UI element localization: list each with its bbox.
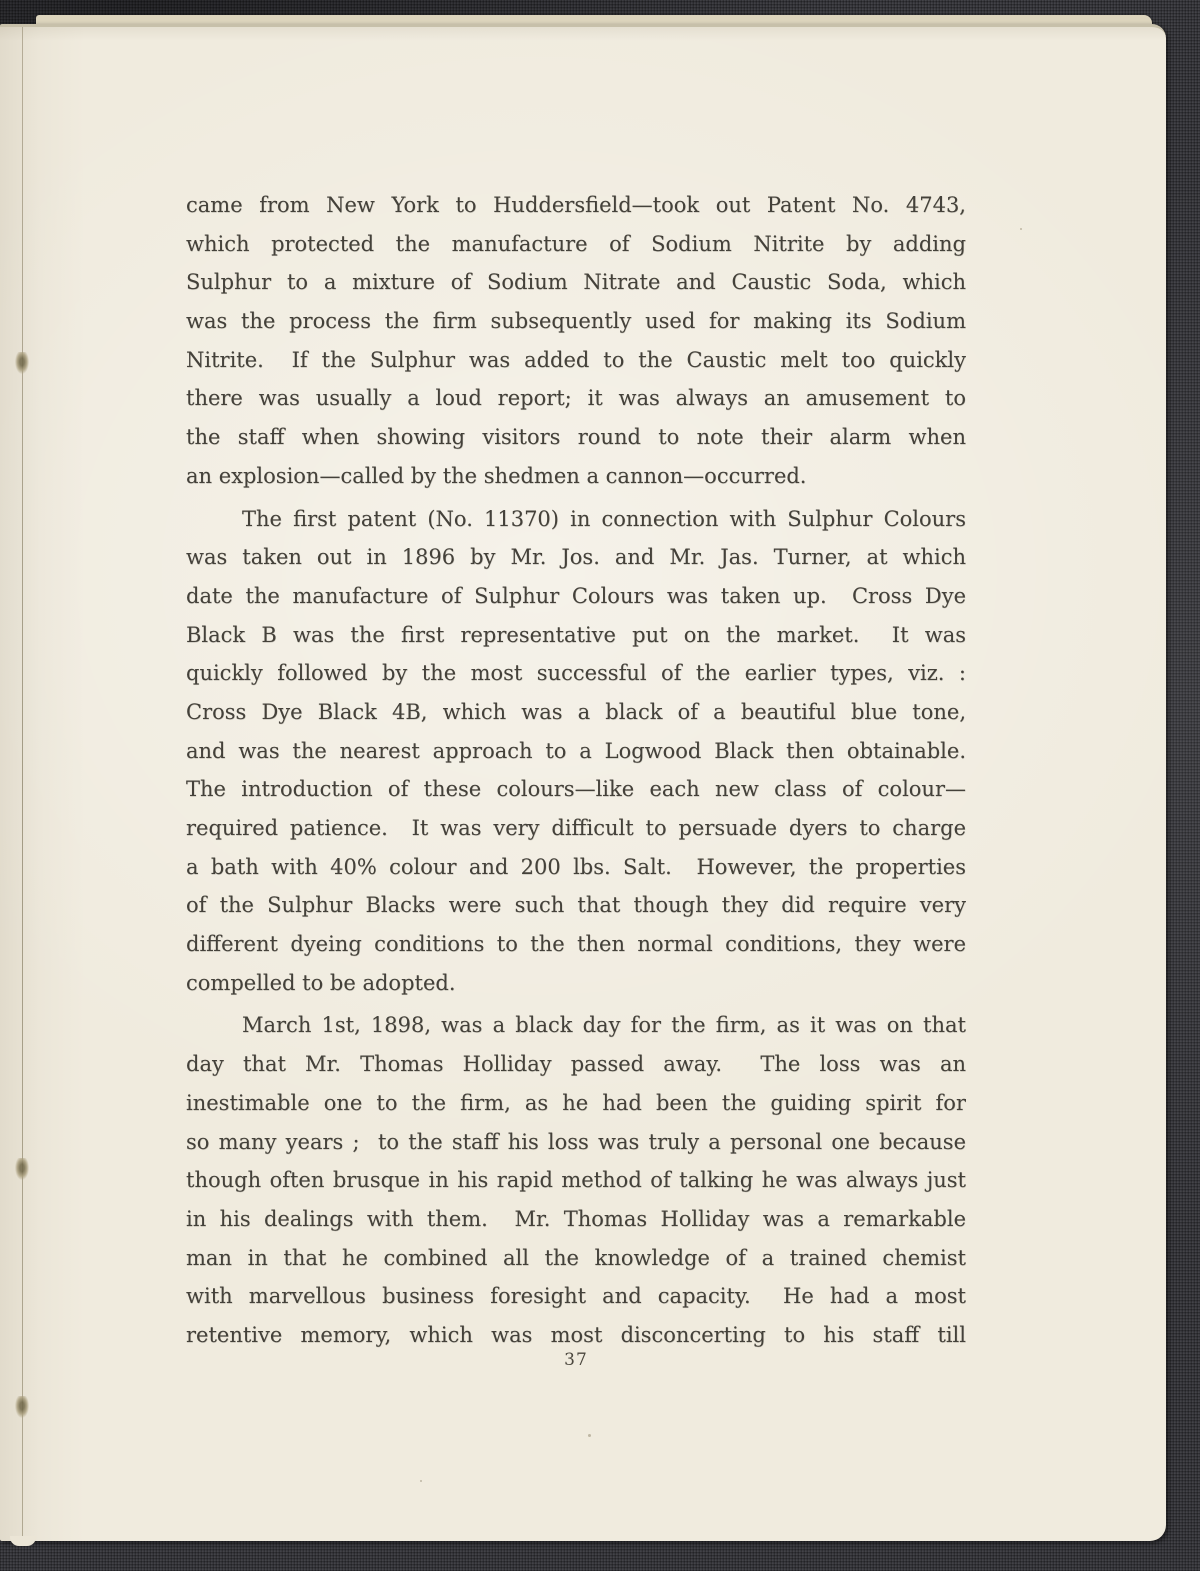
page-text xyxy=(186,186,966,1355)
text-line: inestimable one to the firm, as he had been the guiding spirit for xyxy=(186,1090,966,1115)
text-line: day that Mr. Thomas Holliday passed away. The loss was an xyxy=(186,1052,966,1077)
text-line: compelled to be adopted. xyxy=(186,970,456,995)
paper-speck xyxy=(588,1434,591,1437)
text-line: was the process the firm subsequently used for making its Sodium xyxy=(186,309,966,334)
text-line: there was usually a loud report; it was always an amusement to xyxy=(186,386,966,411)
text-line: so many years ; to the staff his loss was truly a personal one because xyxy=(186,1129,966,1154)
text-line: with marvellous business foresight and capacity. He had a most xyxy=(186,1284,966,1309)
text-line: Sulphur to a mixture of Sodium Nitrate and Caustic Soda, which xyxy=(186,270,966,295)
text-line: and was the nearest approach to a Logwood Black then obtainable. xyxy=(186,738,966,763)
text-line: required patience. It was very difficult to persuade dyers to charge xyxy=(186,816,966,840)
text-line: in his dealings with them. Mr. Thomas Holliday was a remarkable xyxy=(186,1206,966,1231)
text-line: of the Sulphur Blacks were such that though they did require very xyxy=(186,893,966,918)
paper-speck xyxy=(1020,228,1022,230)
text-line: March 1st, 1898, was a black day for the firm, as it was on that xyxy=(242,1013,966,1038)
thread-knot xyxy=(15,352,29,374)
text-line: Black B was the first representative put on the market. It was xyxy=(186,622,966,647)
text-line: different dyeing conditions to the then normal conditions, they were xyxy=(186,932,966,957)
paper-speck xyxy=(420,1480,422,1482)
paragraph xyxy=(186,1006,966,1354)
text-line: Cross Dye Black 4B, which was a black of a beautiful blue tone, xyxy=(186,699,966,724)
text-line: came from New York to Huddersfield—took out Patent No. 4743, xyxy=(186,193,966,217)
text-line: an explosion—called by the shedmen a cannon—occurred. xyxy=(186,463,807,488)
thread-knot xyxy=(15,1158,29,1180)
text-line: the staff when showing visitors round to note their alarm when xyxy=(186,425,966,450)
thread-knot xyxy=(15,1396,29,1418)
text-line: a bath with 40% colour and 200 lbs. Salt. However, the properties xyxy=(186,854,966,879)
text-line: quickly followed by the most successful of the earlier types, viz. : xyxy=(186,661,966,686)
page-number: 37 xyxy=(564,1350,588,1370)
text-line: Nitrite. If the Sulphur was added to the Caustic melt too quickly xyxy=(186,347,966,372)
text-line: man in that he combined all the knowledge of a trained chemist xyxy=(186,1245,966,1270)
text-line: retentive memory, which was most disconcerting to his staff till xyxy=(186,1322,966,1347)
text-line: though often brusque in his rapid method of talking he was always just xyxy=(186,1168,966,1193)
text-line: The introduction of these colours—like each new class of colour— xyxy=(186,777,966,802)
text-line: The first patent (No. 11370) in connection with Sulphur Colours xyxy=(242,506,966,531)
text-line: was taken out in 1896 by Mr. Jos. and Mr. Jas. Turner, at which xyxy=(186,545,966,570)
paragraph xyxy=(186,500,966,1003)
text-line: date the manufacture of Sulphur Colours was taken up. Cross Dye xyxy=(186,583,966,608)
binding-thread xyxy=(22,27,23,1541)
text-line: which protected the manufacture of Sodium Nitrite by adding xyxy=(186,231,966,256)
paragraph xyxy=(186,186,966,496)
